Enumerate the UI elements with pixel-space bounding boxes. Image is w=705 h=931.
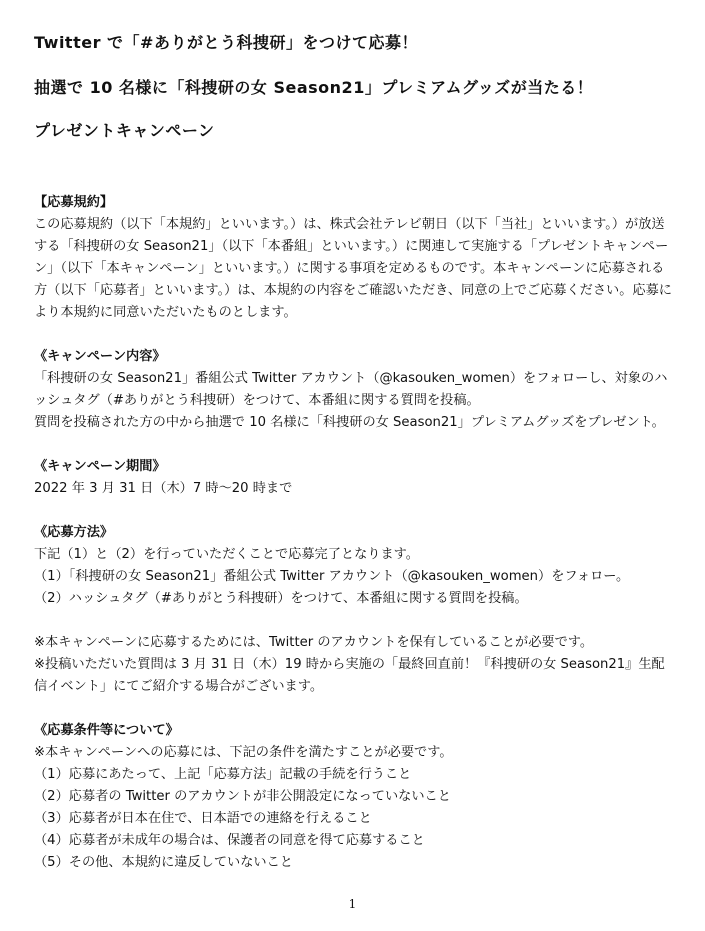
campaign-period-text: 2022 年 3 月 31 日（木）7 時～20 時まで [34,481,293,496]
spacer [34,324,674,346]
list-item: （2）応募者の Twitter のアカウントが非公開設定になっていないこと [34,789,451,804]
spacer [34,698,674,720]
spacer [34,610,674,632]
conditions-heading: 《応募条件等について》 [34,723,179,738]
campaign-content-text-2: 質問を投稿された方の中から抽選で 10 名様に「科捜研の女 Season21」プレミアムグッズをプレゼント。 [34,415,665,430]
campaign-period-heading: 《キャンペーン期間》 [34,459,166,474]
list-item: （1）「科捜研の女 Season21」番組公式 Twitter アカウント（@kasouken_women）をフォロー。 [34,569,630,584]
document-title-line-2: 抽選で 10 名様に「科捜研の女 Season21」プレミアムグッズが当たる！ [34,78,594,97]
list-item: （1）応募にあたって、上記「応募方法」記載の手続を行うこと [34,767,412,782]
application-method-heading: 《応募方法》 [34,525,114,540]
list-item: （3）応募者が日本在住で、日本語での連絡を行えること [34,811,372,826]
list-item: （5）その他、本規約に違反していないこと [34,855,293,870]
application-note-1: ※本キャンペーンに応募するためには、Twitter のアカウントを保有していることが必要です。 [34,635,594,650]
rules-text: この応募規約（以下「本規約」といいます。）は、株式会社テレビ朝日（以下「当社」といいます。）が放送する「科捜研の女 Season21」（以下「本番組」といいます。）に関連して実施する「プレゼントキャンペーン」（以下「本キャンペーン」といいます。）に関する事項を定めるものです。本キャンペーンに応募される方（以下「応募者」といいます。）は、本規約の内容をご確認いただき、同意の上でご応募ください。応募により本規約に同意いただいたものとします。 [34,217,672,320]
list-item: （4）応募者が未成年の場合は、保護者の同意を得て応募すること [34,833,425,848]
application-note-2: ※投稿いただいた質問は 3 月 31 日（木）19 時から実施の「最終回直前！『科捜研の女 Season21』生配信イベント」にてご紹介する場合がございます。 [34,657,665,694]
rules-heading: 【応募規約】 [34,195,114,210]
page-number: 1 [348,897,357,911]
conditions-intro: ※本キャンペーンへの応募には、下記の条件を満たすことが必要です。 [34,745,453,760]
campaign-content-text-1: 「科捜研の女 Season21」番組公式 Twitter アカウント（@kasouken_women）をフォローし、対象のハッシュタグ（#ありがとう科捜研）をつけて、本番組に関する質問を投稿。 [34,371,668,408]
document-title-line-1: Twitter で「#ありがとう科捜研」をつけて応募！ [34,33,418,52]
spacer [34,434,674,456]
campaign-content-heading: 《キャンペーン内容》 [34,349,166,364]
application-method-intro: 下記（1）と（2）を行っていただくことで応募完了となります。 [34,547,419,562]
document-body [34,192,674,874]
document-title-line-3: プレゼントキャンペーン [34,121,215,140]
list-item: （2）ハッシュタグ（#ありがとう科捜研）をつけて、本番組に関する質問を投稿。 [34,591,528,606]
spacer [34,500,674,522]
